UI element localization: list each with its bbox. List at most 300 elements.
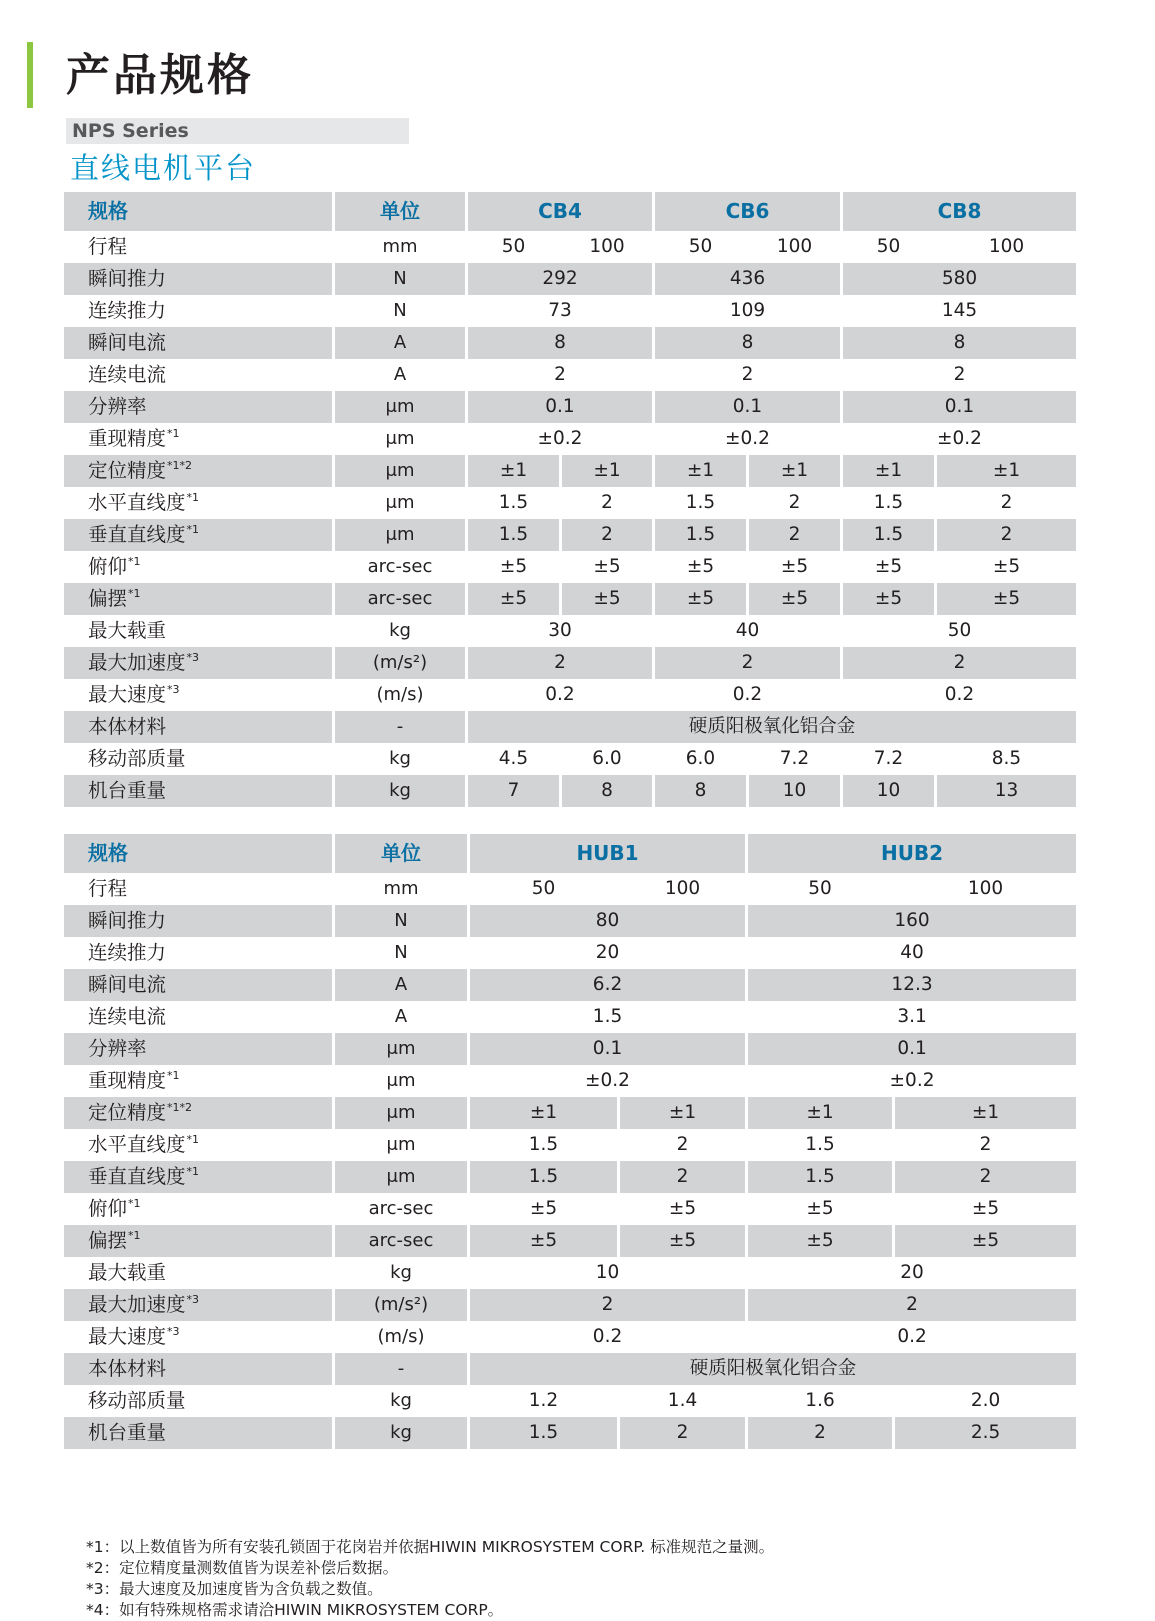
spec-name-cell [64,1065,332,1097]
value-cell: 1.5 [652,519,746,551]
value-cell: 2 [652,359,840,391]
header-model-cb6: CB6 [652,192,840,231]
value-cell: 1.5 [467,1001,745,1033]
spec-name: 俯仰 [88,555,128,578]
value-cell: 2 [465,359,652,391]
footnote-ref: *3 [167,1325,180,1338]
value-cell: 100 [934,231,1076,263]
value-cell: 1.5 [840,519,934,551]
spec-name-cell [64,937,332,969]
table-row [64,615,1076,647]
value-cell: 20 [467,937,745,969]
spec-name-cell [64,327,332,359]
unit-cell: - [332,1353,467,1385]
spec-name-cell [64,487,332,519]
spec-name: 机台重量 [88,779,167,802]
table-header-row [64,192,1076,231]
spec-name: 最大载重 [88,619,167,642]
footnote-ref: *1 [186,523,200,536]
table-row [64,1385,1076,1417]
spec-name: 瞬间电流 [88,331,167,354]
unit-cell: arc-sec [332,583,465,615]
value-cell: 0.2 [467,1321,745,1353]
unit-cell: (m/s²) [332,647,465,679]
spec-name: 瞬间推力 [88,909,167,932]
table-row [64,905,1076,937]
header-model-cb8: CB8 [840,192,1076,231]
value-cell: 0.2 [465,679,652,711]
value-cell: 2.0 [892,1385,1076,1417]
value-cell: 1.5 [745,1129,892,1161]
value-cell: 10 [840,775,934,807]
value-cell: 硬质阳极氧化铝合金 [465,711,1076,743]
spec-name-cell [64,743,332,775]
unit-cell: μm [332,1065,467,1097]
value-cell: ±5 [465,583,559,615]
table-row [64,873,1076,905]
table-row [64,1289,1076,1321]
value-cell: 1.5 [467,1129,617,1161]
table-row [64,583,1076,615]
value-cell: 1.5 [745,1161,892,1193]
spec-name: 垂直直线度 [88,523,186,546]
unit-cell: N [332,263,465,295]
spec-name: 最大加速度 [88,1293,186,1316]
value-cell: ±1 [745,1097,892,1129]
unit-cell: μm [332,423,465,455]
value-cell: 硬质阳极氧化铝合金 [467,1353,1076,1385]
spec-name-cell [64,231,332,263]
value-cell: 8 [652,775,746,807]
unit-cell: A [332,1001,467,1033]
unit-cell: μm [332,1033,467,1065]
value-cell: ±1 [746,455,840,487]
value-cell: 1.4 [617,1385,745,1417]
spec-name-cell [64,905,332,937]
spec-name: 连续推力 [88,941,167,964]
series-label: NPS Series [72,120,189,142]
spec-name: 移动部质量 [88,747,186,770]
spec-name-cell [64,1353,332,1385]
unit-cell: arc-sec [332,551,465,583]
table-row [64,391,1076,423]
value-cell: 10 [467,1257,745,1289]
spec-name: 连续推力 [88,299,167,322]
unit-cell: A [332,327,465,359]
footnote-ref: *1 [167,1069,180,1082]
spec-name: 本体材料 [88,1357,167,1380]
table-row [64,423,1076,455]
value-cell: 100 [746,231,840,263]
value-cell: ±5 [652,551,746,583]
value-cell: ±5 [559,551,652,583]
value-cell: 12.3 [745,969,1076,1001]
table-row [64,551,1076,583]
unit-cell: μm [332,455,465,487]
value-cell: 2 [652,647,840,679]
unit-cell: (m/s²) [332,1289,467,1321]
value-cell: ±0.2 [745,1065,1076,1097]
value-cell: 1.5 [465,519,559,551]
spec-name-cell [64,1417,332,1449]
value-cell: 2 [617,1161,745,1193]
table-row [64,775,1076,807]
value-cell: ±1 [652,455,746,487]
value-cell: ±1 [840,455,934,487]
value-cell: 50 [840,615,1076,647]
table-row [64,679,1076,711]
spec-name-cell [64,969,332,1001]
spec-name-cell [64,551,332,583]
value-cell: 0.2 [840,679,1076,711]
spec-name-cell [64,1321,332,1353]
header-unit: 单位 [332,834,467,873]
value-cell: ±1 [617,1097,745,1129]
value-cell: ±5 [467,1193,617,1225]
value-cell: 2 [746,487,840,519]
unit-cell: N [332,905,467,937]
footnote-ref: *1 [186,491,200,504]
spec-table-hub [64,834,1076,1449]
value-cell: 6.0 [652,743,746,775]
value-cell: ±5 [652,583,746,615]
spec-name-cell [64,1001,332,1033]
value-cell: 2 [934,487,1076,519]
value-cell: ±5 [746,551,840,583]
value-cell: 8 [559,775,652,807]
table-row [64,1321,1076,1353]
value-cell: 8.5 [934,743,1076,775]
unit-cell: kg [332,775,465,807]
table-row [64,1225,1076,1257]
footnote-ref: *1 [128,1197,141,1210]
value-cell: 2 [467,1289,745,1321]
unit-cell: μm [332,487,465,519]
value-cell: 2 [745,1417,892,1449]
footnote-ref: *1 [128,587,141,600]
value-cell: 100 [892,873,1076,905]
value-cell: 1.2 [467,1385,617,1417]
value-cell: 6.2 [467,969,745,1001]
header-spec: 规格 [64,192,332,231]
spec-name-cell [64,873,332,905]
value-cell: 73 [465,295,652,327]
spec-name: 机台重量 [88,1421,167,1444]
table-header-row [64,834,1076,873]
value-cell: ±0.2 [465,423,652,455]
table-row [64,1417,1076,1449]
footnote-ref: *1*2 [167,459,193,472]
table-row [64,1065,1076,1097]
table-row [64,647,1076,679]
spec-name: 偏摆 [88,1229,128,1252]
header-unit: 单位 [332,192,465,231]
spec-name-cell [64,519,332,551]
value-cell: ±5 [467,1225,617,1257]
value-cell: ±5 [840,583,934,615]
accent-bar [27,42,33,108]
value-cell: 8 [465,327,652,359]
table-row [64,519,1076,551]
unit-cell: μm [332,391,465,423]
unit-cell: - [332,711,465,743]
value-cell: ±5 [934,583,1076,615]
spec-name: 俯仰 [88,1197,128,1220]
unit-cell: μm [332,1129,467,1161]
value-cell: 2 [465,647,652,679]
spec-name-cell [64,1385,332,1417]
value-cell: 1.6 [745,1385,892,1417]
value-cell: ±5 [892,1225,1076,1257]
unit-cell: arc-sec [332,1225,467,1257]
table-row [64,359,1076,391]
value-cell: ±5 [934,551,1076,583]
table-row [64,1033,1076,1065]
table-row [64,1001,1076,1033]
value-cell: ±1 [559,455,652,487]
value-cell: 109 [652,295,840,327]
value-cell: ±1 [934,455,1076,487]
value-cell: 50 [652,231,746,263]
unit-cell: kg [332,1417,467,1449]
value-cell: 1.5 [840,487,934,519]
spec-name-cell [64,1225,332,1257]
value-cell: 2 [746,519,840,551]
spec-name: 水平直线度 [88,1133,186,1156]
value-cell: ±5 [745,1193,892,1225]
value-cell: 20 [745,1257,1076,1289]
footnote-ref: *1 [186,1133,200,1146]
value-cell: 40 [745,937,1076,969]
spec-name: 定位精度 [88,459,167,482]
spec-name: 行程 [88,877,128,900]
spec-name-cell [64,1129,332,1161]
spec-name: 最大加速度 [88,651,186,674]
unit-cell: kg [332,1385,467,1417]
unit-cell: A [332,359,465,391]
unit-cell: mm [332,873,467,905]
value-cell: 40 [652,615,840,647]
unit-cell: N [332,937,467,969]
value-cell: 2 [840,359,1076,391]
spec-name: 本体材料 [88,715,167,738]
spec-name: 最大速度 [88,683,167,706]
header-spec: 规格 [64,834,332,873]
footnote-ref: *1*2 [167,1101,193,1114]
spec-name: 定位精度 [88,1101,167,1124]
value-cell: 0.2 [652,679,840,711]
header-model-hub1: HUB1 [467,834,745,873]
value-cell: 2.5 [892,1417,1076,1449]
section-title: 直线电机平台 [70,151,257,185]
unit-cell: μm [332,519,465,551]
spec-name-cell [64,455,332,487]
spec-name-cell [64,1257,332,1289]
footnote-ref: *1 [128,555,141,568]
table-row [64,455,1076,487]
table-row [64,295,1076,327]
value-cell: 80 [467,905,745,937]
value-cell: 50 [467,873,617,905]
value-cell: 7.2 [840,743,934,775]
spec-name: 瞬间推力 [88,267,167,290]
value-cell: 1.5 [465,487,559,519]
table-row [64,327,1076,359]
value-cell: ±0.2 [652,423,840,455]
value-cell: 13 [934,775,1076,807]
spec-name-cell [64,775,332,807]
value-cell: 0.1 [745,1033,1076,1065]
value-cell: 3.1 [745,1001,1076,1033]
spec-name: 移动部质量 [88,1389,186,1412]
value-cell: 2 [934,519,1076,551]
value-cell: 0.1 [467,1033,745,1065]
table-row [64,263,1076,295]
value-cell: ±1 [892,1097,1076,1129]
spec-name: 水平直线度 [88,491,186,514]
table-row [64,1129,1076,1161]
table-row [64,711,1076,743]
footnote-ref: *3 [186,651,200,664]
value-cell: 30 [465,615,652,647]
value-cell: 50 [465,231,559,263]
table-row [64,937,1076,969]
spec-name-cell [64,1097,332,1129]
spec-name-cell [64,423,332,455]
page-title: 产品规格 [66,50,254,101]
value-cell: 1.5 [467,1417,617,1449]
value-cell: ±5 [465,551,559,583]
unit-cell: μm [332,1161,467,1193]
value-cell: 50 [745,873,892,905]
spec-name: 垂直直线度 [88,1165,186,1188]
spec-name-cell [64,1033,332,1065]
value-cell: 4.5 [465,743,559,775]
footnotes [86,1537,774,1621]
spec-name-cell [64,711,332,743]
value-cell: 2 [617,1129,745,1161]
value-cell: 292 [465,263,652,295]
spec-name-cell [64,391,332,423]
unit-cell: mm [332,231,465,263]
value-cell: ±5 [559,583,652,615]
footnote-ref: *3 [186,1293,200,1306]
spec-name: 连续电流 [88,363,167,386]
value-cell: 10 [746,775,840,807]
spec-table-cb [64,192,1076,807]
value-cell: ±1 [467,1097,617,1129]
value-cell: 1.5 [467,1161,617,1193]
header-model-cb4: CB4 [465,192,652,231]
unit-cell: kg [332,615,465,647]
unit-cell: μm [332,1097,467,1129]
header-model-hub2: HUB2 [745,834,1076,873]
value-cell: 2 [617,1417,745,1449]
value-cell: 7.2 [746,743,840,775]
value-cell: 2 [840,647,1076,679]
spec-name-cell [64,263,332,295]
spec-name: 连续电流 [88,1005,167,1028]
table-row [64,1161,1076,1193]
value-cell: 2 [559,519,652,551]
spec-name: 偏摆 [88,587,128,610]
spec-name: 最大速度 [88,1325,167,1348]
spec-name: 行程 [88,235,128,258]
value-cell: 2 [559,487,652,519]
unit-cell: kg [332,1257,467,1289]
spec-name-cell [64,679,332,711]
value-cell: 160 [745,905,1076,937]
spec-name: 重现精度 [88,1069,167,1092]
unit-cell: (m/s) [332,1321,467,1353]
value-cell: 0.2 [745,1321,1076,1353]
value-cell: 7 [465,775,559,807]
unit-cell: (m/s) [332,679,465,711]
spec-name-cell [64,295,332,327]
footnote-ref: *1 [186,1165,200,1178]
table-row [64,1193,1076,1225]
value-cell: 0.1 [465,391,652,423]
value-cell: ±5 [617,1225,745,1257]
spec-name: 瞬间电流 [88,973,167,996]
value-cell: 8 [652,327,840,359]
table-row [64,743,1076,775]
value-cell: ±5 [745,1225,892,1257]
value-cell: ±5 [840,551,934,583]
value-cell: ±5 [617,1193,745,1225]
series-band [66,118,409,144]
footnote-ref: *1 [128,1229,141,1242]
spec-name-cell [64,583,332,615]
table-row [64,969,1076,1001]
table-row [64,1257,1076,1289]
unit-cell: kg [332,743,465,775]
footnote: *1：以上数值皆为所有安装孔锁固于花岗岩并依据HIWIN MIKROSYSTEM CORP. 标准规范之量测。 [86,1538,775,1556]
unit-cell: N [332,295,465,327]
table-row [64,1353,1076,1385]
spec-name: 最大载重 [88,1261,167,1284]
footnote: *3：最大速度及加速度皆为含负载之数值。 [86,1580,383,1598]
value-cell: 145 [840,295,1076,327]
footnote: *4：如有特殊规格需求请洽HIWIN MIKROSYSTEM CORP。 [86,1601,504,1619]
value-cell: ±1 [465,455,559,487]
table-row [64,231,1076,263]
value-cell: 0.1 [840,391,1076,423]
value-cell: 0.1 [652,391,840,423]
value-cell: 580 [840,263,1076,295]
value-cell: 2 [892,1161,1076,1193]
value-cell: ±0.2 [467,1065,745,1097]
spec-name-cell [64,1161,332,1193]
value-cell: ±0.2 [840,423,1076,455]
spec-name-cell [64,647,332,679]
value-cell: 100 [559,231,652,263]
unit-cell: A [332,969,467,1001]
value-cell: 100 [617,873,745,905]
table-row [64,487,1076,519]
footnote-ref: *1 [167,427,180,440]
spec-name: 重现精度 [88,427,167,450]
value-cell: 2 [745,1289,1076,1321]
table-row [64,1097,1076,1129]
value-cell: ±5 [892,1193,1076,1225]
value-cell: ±5 [746,583,840,615]
value-cell: 50 [840,231,934,263]
unit-cell: arc-sec [332,1193,467,1225]
value-cell: 8 [840,327,1076,359]
value-cell: 1.5 [652,487,746,519]
spec-name-cell [64,615,332,647]
